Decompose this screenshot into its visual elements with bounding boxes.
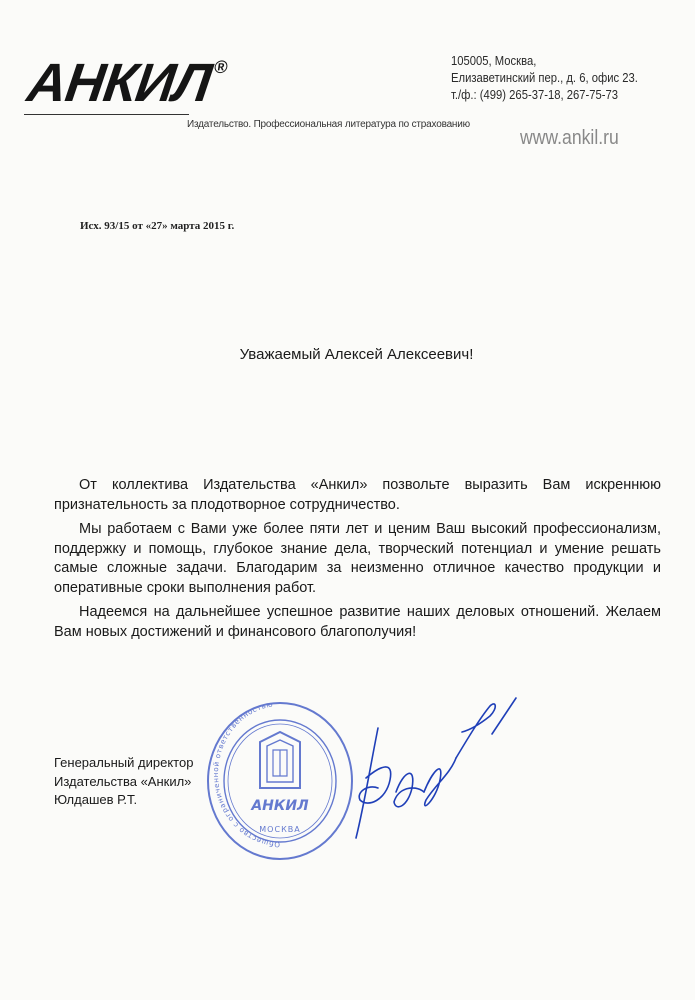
company-logo [23, 53, 229, 113]
registered-mark: ® [212, 57, 229, 77]
greeting: Уважаемый Алексей Алексеевич! [239, 346, 474, 363]
company-website: www.ankil.ru [520, 127, 619, 149]
logo-underline [24, 114, 189, 115]
handwritten-signature [320, 688, 530, 848]
body-paragraph: От коллектива Издательства «Анкил» позвольте выразить Вам искреннюю признательность за плодотворное сотрудничество. [54, 477, 661, 513]
signatory-block [54, 754, 193, 810]
address-line: т./ф.: (499) 265-37-18, 267-75-73 [451, 88, 619, 102]
signatory-name: Юлдашев Р.Т. [54, 792, 138, 807]
body-paragraph: Мы работаем с Вами уже более пяти лет и ценим Ваш высокий профессионализм, поддержку и помощь, глубокое знание дела, творческий потенциал и умение решать самые сложные задачи. Благодарим за неизменно отличное качество продукции и оперативные сроки выполнения работ. [54, 521, 661, 596]
company-tagline: Издательство. Профессиональная литература по страхованию [187, 119, 470, 130]
body-paragraph: Надеемся на дальнейшее успешное развитие наших деловых отношений. Желаем Вам новых достижений и финансового благополучия! [54, 604, 661, 640]
signatory-organization: Издательства «Анкил» [54, 773, 192, 789]
signatory-title: Генеральный директор [54, 755, 194, 770]
letter-body [54, 476, 661, 647]
stamp-city: МОСКВА [259, 825, 301, 834]
address-line: Елизаветинский пер., д. 6, офис 23. [451, 71, 638, 85]
outgoing-reference: Исх. 93/15 от «27» марта 2015 г. [80, 220, 235, 232]
logo-text: АНКИЛ [23, 53, 215, 113]
stamp-name: АНКИЛ [251, 798, 309, 814]
company-address [451, 53, 638, 104]
address-line: 105005, Москва, [451, 54, 537, 68]
stamp-ring-text: Общество с ограниченной ответственностью [211, 700, 281, 850]
